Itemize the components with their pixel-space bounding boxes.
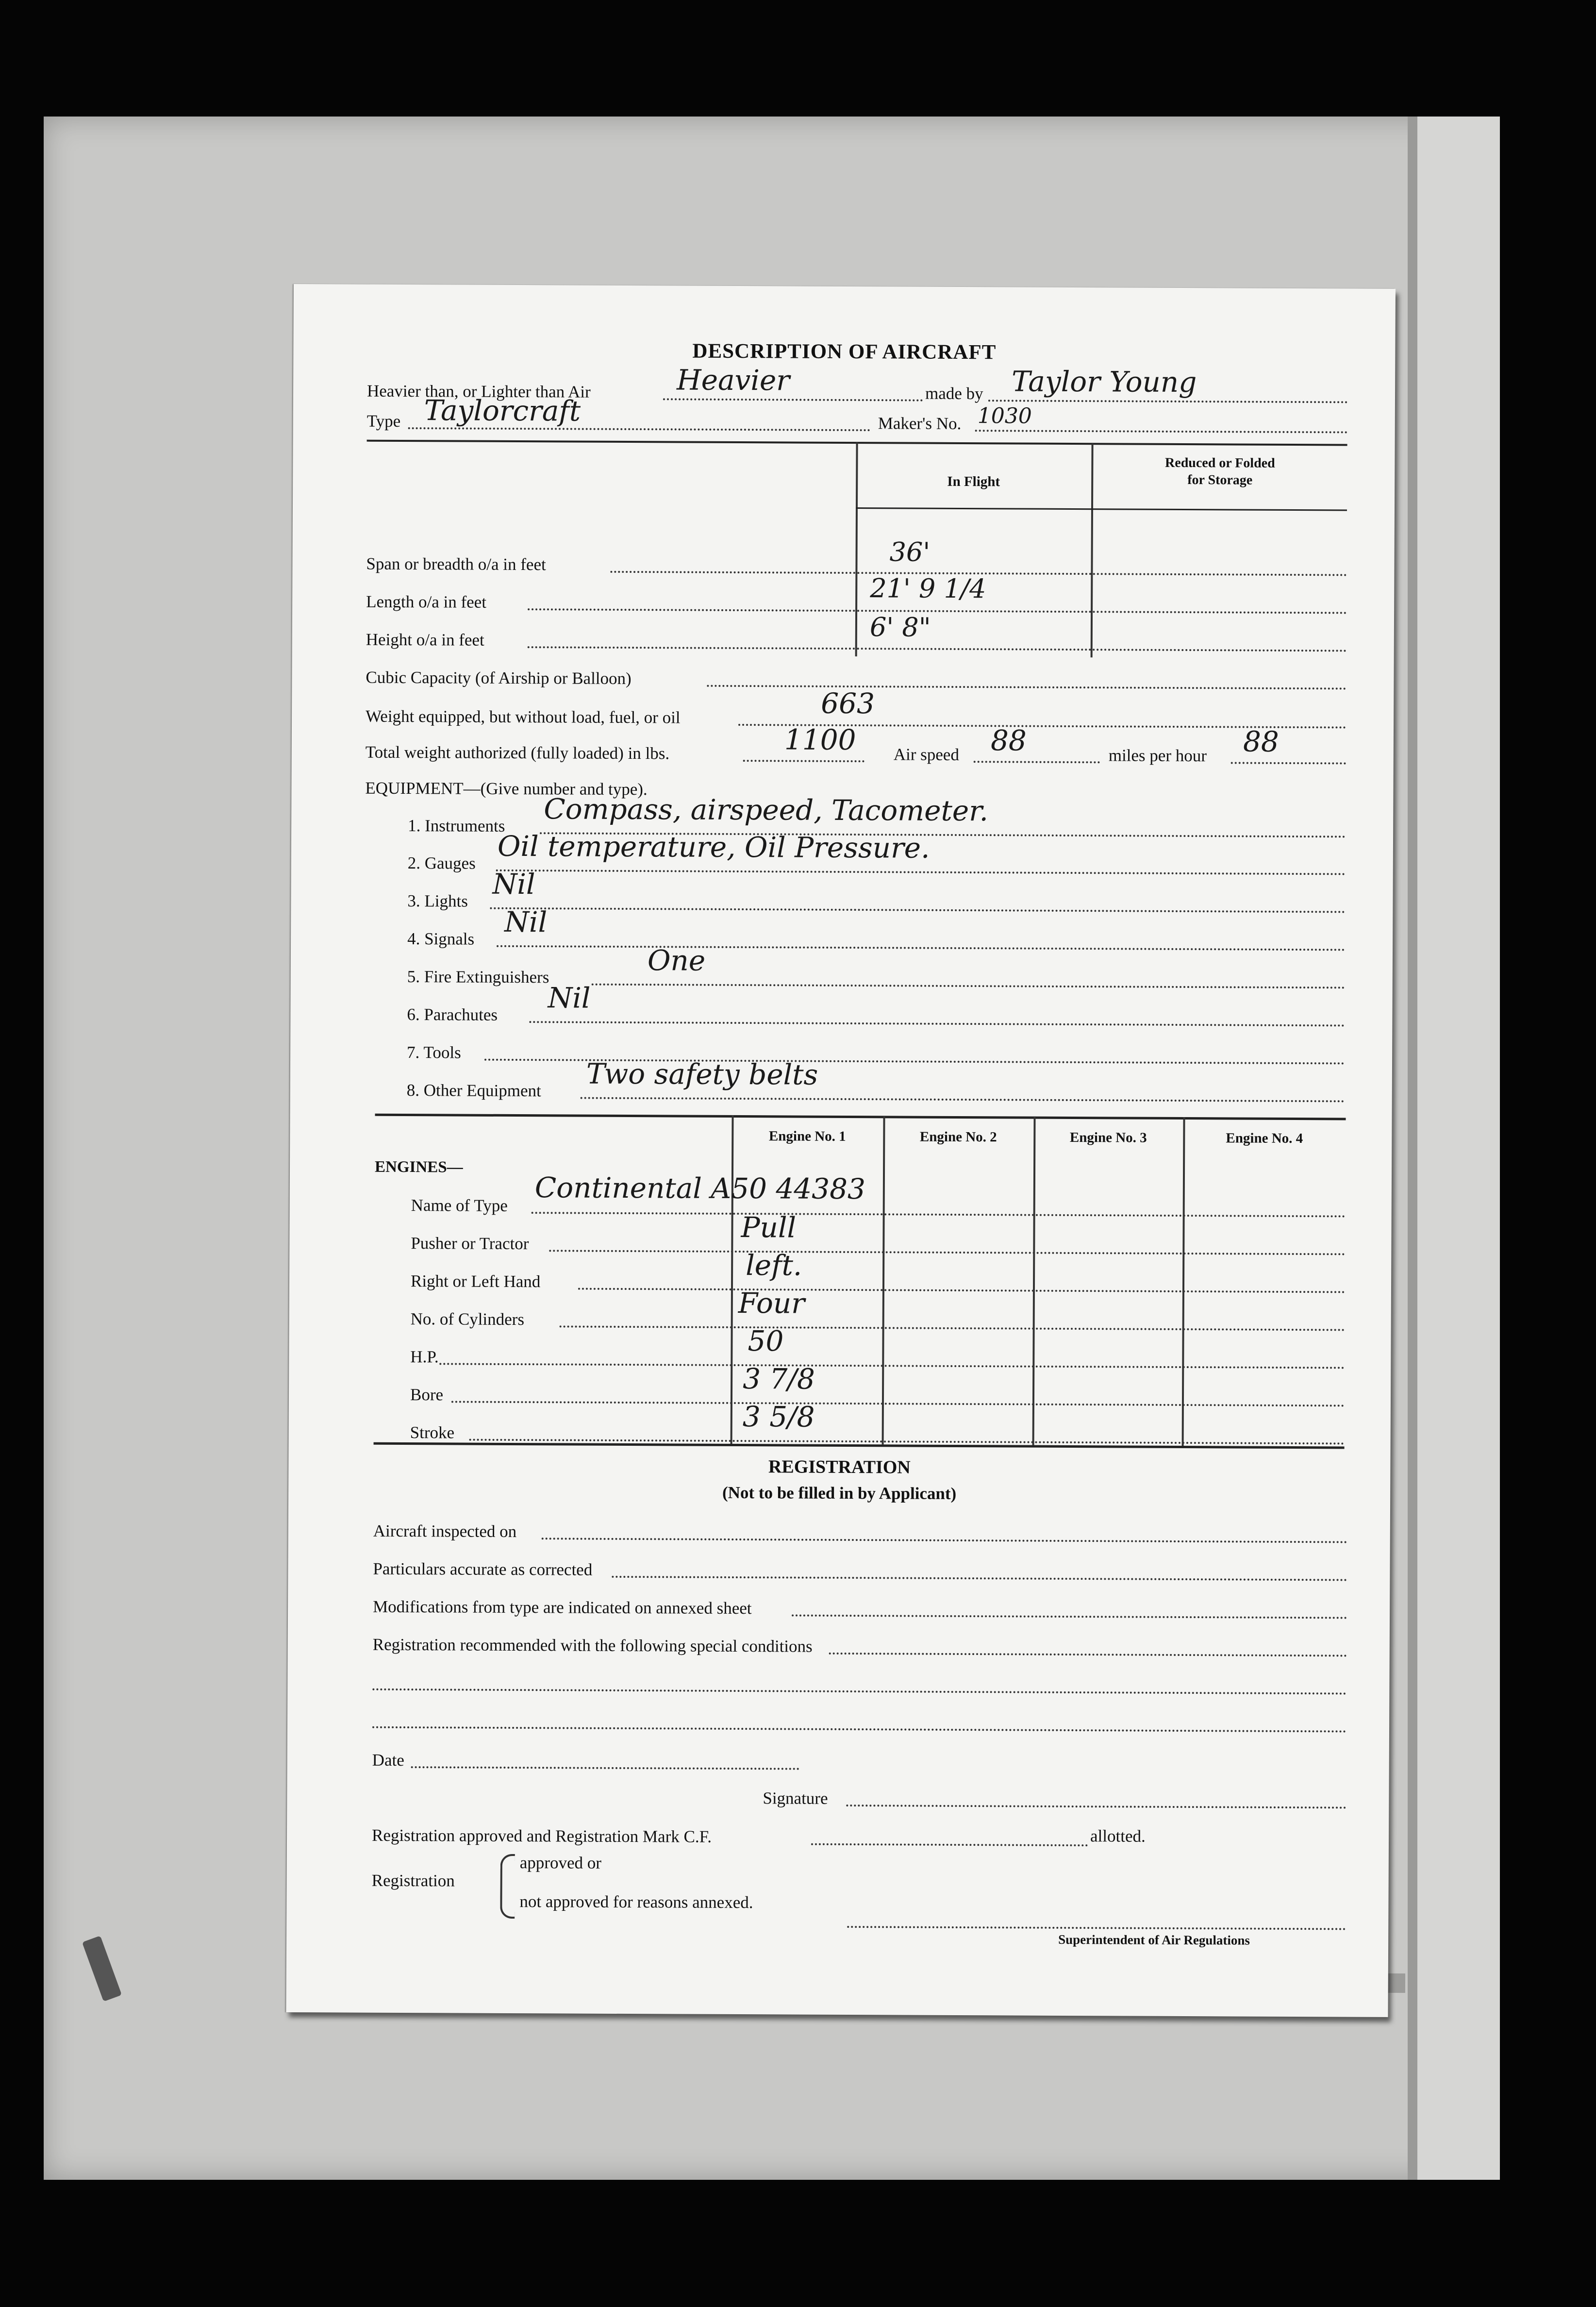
height-line (528, 646, 855, 650)
type-value: Taylorcraft (424, 394, 581, 428)
approved-or-label: approved or (519, 1853, 602, 1872)
heavier-line (663, 398, 923, 401)
engine-1-hand-value: left. (746, 1249, 802, 1282)
engine-header-4: Engine No. 4 (1226, 1130, 1303, 1147)
registration-decision-label: Registration (371, 1871, 455, 1890)
equipment-value-1: Compass, airspeed, Tacometer. (544, 792, 989, 828)
total-weight-value: 1100 (784, 723, 856, 757)
made-by-value: Taylor Young (1011, 365, 1197, 399)
equipment-line-8 (581, 1097, 1345, 1103)
mph-value: 88 (1243, 725, 1279, 758)
makers-no-line (975, 430, 1347, 433)
engine-row-label-pusher: Pusher or Tractor (411, 1234, 529, 1254)
span-label: Span or breadth o/a in feet (366, 554, 546, 574)
date-label: Date (372, 1750, 404, 1770)
modifications-line (792, 1615, 1347, 1619)
conditions-line-3 (372, 1726, 1347, 1733)
engine-col-rule-3 (1032, 1117, 1036, 1445)
heavier-label: Heavier than, or Lighter than Air (366, 381, 591, 401)
engines-top-rule (375, 1114, 1346, 1120)
engine-row-line-name (532, 1212, 1346, 1217)
backing-fold (1408, 117, 1417, 2180)
engine-row-line-pusher (549, 1250, 1345, 1255)
allotted-label: allotted. (1090, 1826, 1146, 1846)
equipment-line-5 (592, 984, 1345, 989)
equipment-line-6 (529, 1021, 1345, 1026)
span-line (610, 571, 855, 574)
engine-col-rule-4 (1182, 1117, 1185, 1446)
engine-row-label-cylinders: No. of Cylinders (410, 1309, 525, 1329)
length-line (528, 608, 855, 612)
recommended-line (829, 1653, 1347, 1657)
reduced-header-line1: Reduced or Folded (1165, 455, 1275, 471)
mph-line (1231, 762, 1346, 764)
engine-1-cylinders-value: Four (738, 1287, 805, 1320)
engine-col-rule-1 (731, 1115, 734, 1444)
length-value: 21' 9 1/4 (870, 573, 986, 604)
form-title: DESCRIPTION OF AIRCRAFT (692, 339, 997, 364)
engine-row-label-stroke: Stroke (410, 1423, 455, 1442)
equipment-label-1: 1. Instruments (408, 816, 505, 836)
engine-row-line-hand (578, 1288, 1345, 1293)
superintendent-label: Superintendent of Air Regulations (1058, 1932, 1250, 1948)
engine-col-rule-2 (882, 1116, 885, 1444)
total-weight-line (743, 760, 864, 762)
airspeed-line (974, 761, 1100, 763)
type-line (408, 427, 870, 431)
weight-label: Weight equipped, but without load, fuel, or oil (366, 706, 681, 727)
inspected-label: Aircraft inspected on (373, 1521, 517, 1541)
made-by-label: made by (925, 384, 983, 403)
equipment-value-8: Two safety belts (586, 1057, 818, 1091)
equipment-label-4: 4. Signals (407, 929, 475, 949)
weight-value: 663 (821, 686, 875, 720)
engine-1-name-value: Continental A50 44383 (534, 1171, 866, 1206)
equipment-value-2: Oil temperature, Oil Pressure. (497, 829, 930, 865)
registration-title: REGISTRATION (768, 1456, 911, 1478)
reduced-header-line2: for Storage (1187, 472, 1253, 488)
engine-1-stroke-value: 3 5/8 (742, 1400, 815, 1434)
approved-mark-label: Registration approved and Registration Mark C.F. (371, 1825, 712, 1846)
airspeed-value: 88 (990, 724, 1027, 757)
engine-row-line-hp (439, 1363, 1345, 1369)
mph-label: miles per hour (1108, 746, 1207, 766)
equipment-line-2 (496, 869, 1346, 875)
not-approved-label: not approved for reasons annexed. (519, 1892, 753, 1912)
length-label: Length o/a in feet (366, 592, 487, 612)
registration-brace (500, 1854, 515, 1919)
engine-header-1: Engine No. 1 (768, 1128, 846, 1144)
engines-label: ENGINES— (374, 1158, 463, 1176)
engine-header-3: Engine No. 3 (1069, 1129, 1147, 1146)
engine-row-line-cylinders (560, 1325, 1345, 1331)
engine-row-label-hp: H.P. (410, 1347, 439, 1367)
particulars-line (612, 1576, 1347, 1581)
engine-row-label-bore: Bore (410, 1385, 444, 1404)
backing-right-margin (1417, 117, 1500, 2180)
approved-mark-line (811, 1843, 1088, 1846)
conditions-line-2 (372, 1688, 1347, 1695)
equipment-line-4 (497, 945, 1345, 951)
equipment-line-3 (490, 907, 1345, 913)
height-label: Height o/a in feet (366, 630, 484, 650)
recommended-label: Registration recommended with the following special conditions (372, 1635, 813, 1656)
inspected-line (542, 1538, 1347, 1543)
superintendent-line (847, 1926, 1346, 1930)
engine-header-2: Engine No. 2 (919, 1129, 997, 1145)
signature-label: Signature (763, 1789, 828, 1808)
made-by-line (988, 400, 1347, 403)
aircraft-description-form (286, 284, 1396, 2017)
height-line-table (857, 648, 1347, 652)
type-label: Type (366, 411, 401, 431)
equipment-label: EQUIPMENT—(Give number and type). (365, 778, 648, 799)
cubic-label: Cubic Capacity (of Airship or Balloon) (366, 668, 632, 688)
equipment-label-8: 8. Other Equipment (406, 1081, 541, 1101)
registration-note: (Not to be filled in by Applicant) (722, 1483, 957, 1503)
equipment-value-4: Nil (504, 905, 548, 939)
equipment-label-2: 2. Gauges (407, 853, 476, 873)
makers-no-value: 1030 (977, 403, 1032, 429)
engine-1-pusher-value: Pull (741, 1211, 797, 1244)
equipment-label-5: 5. Fire Extinguishers (407, 967, 549, 987)
heavier-value: Heavier (676, 363, 790, 397)
engine-1-hp-value: 50 (748, 1324, 784, 1358)
equipment-value-5: One (647, 944, 706, 977)
equipment-label-6: 6. Parachutes (407, 1005, 498, 1024)
height-value: 6' 8" (869, 612, 931, 643)
span-value: 36' (889, 536, 931, 568)
makers-no-label: Maker's No. (878, 414, 962, 434)
equipment-value-6: Nil (548, 981, 591, 1015)
date-line (411, 1766, 799, 1770)
particulars-label: Particulars accurate as corrected (373, 1559, 593, 1579)
cubic-line (707, 685, 1346, 690)
equipment-value-3: Nil (492, 867, 535, 901)
engine-row-label-hand: Right or Left Hand (410, 1271, 541, 1291)
modifications-label: Modifications from type are indicated on annexed sheet (373, 1597, 752, 1618)
dimensions-header-rule (856, 507, 1347, 511)
engine-row-line-bore (451, 1401, 1345, 1406)
engine-row-label-name: Name of Type (411, 1196, 508, 1215)
airspeed-label: Air speed (893, 745, 959, 764)
equipment-label-3: 3. Lights (407, 891, 468, 911)
signature-line (846, 1805, 1346, 1808)
equipment-label-7: 7. Tools (407, 1043, 461, 1062)
engine-1-bore-value: 3 7/8 (743, 1362, 815, 1396)
total-weight-label: Total weight authorized (fully loaded) in lbs. (365, 742, 670, 763)
in-flight-header: In Flight (947, 473, 1000, 490)
